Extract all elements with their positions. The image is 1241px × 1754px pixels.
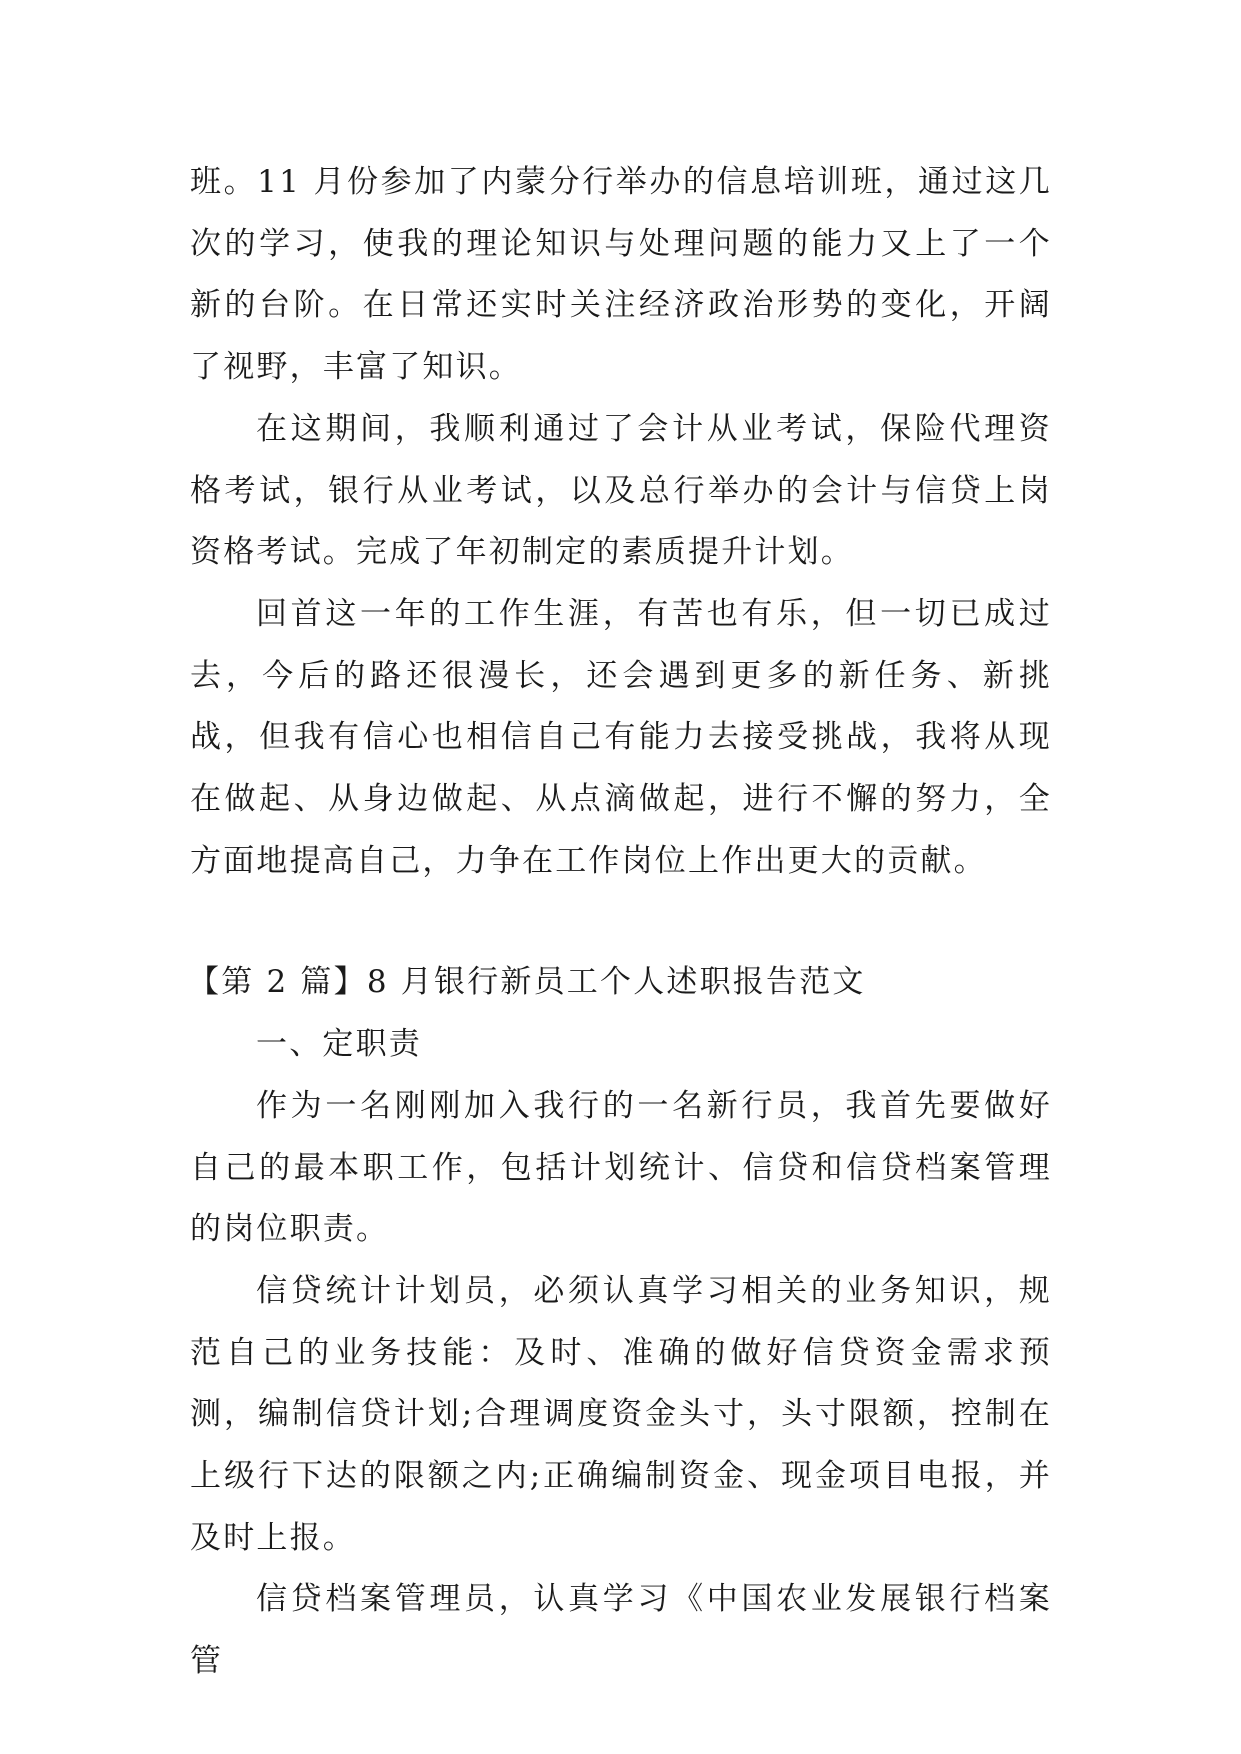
paragraph-year-review: 回首这一年的工作生涯，有苦也有乐，但一切已成过去，今后的路还很漫长，还会遇到更多的新任务、新挑战，但我有信心也相信自己有能力去接受挑战，我将从现在做起、从身边做起、从点滴做起，进行不懈的努力，全方面地提高自己，力争在工作岗位上作出更大的贡献。 [190, 595, 1052, 879]
paragraph-new-employee-duties: 作为一名刚刚加入我行的一名新行员，我首先要做好自己的最本职工作，包括计划统计、信贷和信贷档案管理的岗位职责。 [190, 1087, 1052, 1248]
paragraph-credit-statistics-planner: 信贷统计计划员，必须认真学习相关的业务知识，规范自己的业务技能：及时、准确的做好信贷资金需求预测，编制信贷计划;合理调度资金头寸，头寸限额，控制在上级行下达的限额之内;正确编制资金、现金项目电报，并及时上报。 [190, 1272, 1052, 1556]
paragraph-training-continuation: 班。11 月份参加了内蒙分行举办的信息培训班，通过这几次的学习，使我的理论知识与处理问题的能力又上了一个新的台阶。在日常还实时关注经济政治形势的变化，开阔了视野，丰富了知识。 [190, 164, 1052, 386]
document-body [190, 152, 1052, 1693]
paragraph-credit-archive-manager: 信贷档案管理员，认真学习《中国农业发展银行档案管 [190, 1581, 1052, 1680]
section-title: 【第 2 篇】8 月银行新员工个人述职报告范文 [188, 964, 866, 1001]
paragraph-exams-passed: 在这期间，我顺利通过了会计从业考试，保险代理资格考试，银行从业考试，以及总行举办的会计与信贷上岗资格考试。完成了年初制定的素质提升计划。 [190, 410, 1052, 571]
subheading-define-duties: 一、定职责 [256, 1026, 422, 1063]
